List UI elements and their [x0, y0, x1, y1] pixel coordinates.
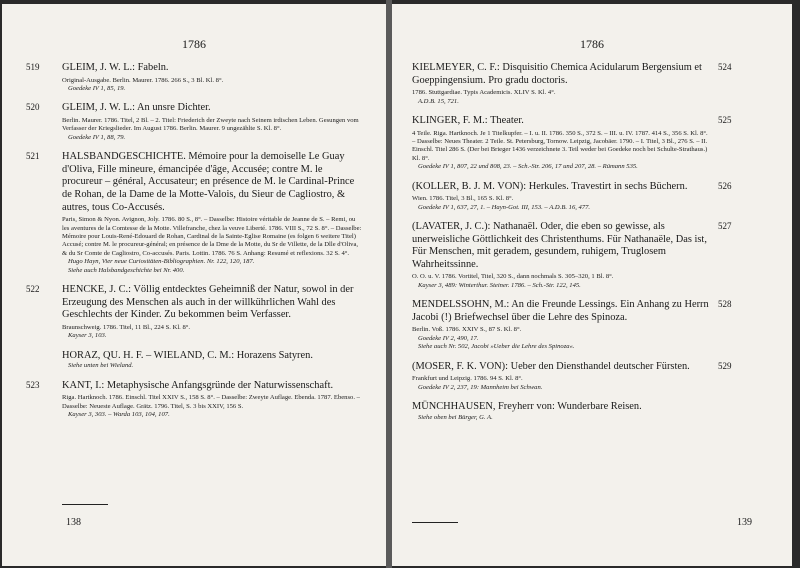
entry-number: 523 [26, 379, 40, 390]
running-year: 1786 [580, 37, 604, 51]
catalog-entry [412, 221, 732, 290]
catalog-entry [26, 284, 362, 341]
entry-heading: HENCKE, J. C.: Völlig entdecktes Geheimniß der Natur, sowol in der Erzeugung des Menschen als auch in der willkührlichen Wahl des Geschlechts der Kinder. Zu bekommen beim Verfasser. [62, 284, 354, 321]
catalog-entry [26, 151, 362, 275]
catalog-entry [62, 350, 362, 371]
entry-number: 527 [718, 221, 732, 232]
catalog-entry [412, 401, 712, 422]
entry-heading: HORAZ, QU. H. F. – WIELAND, C. M.: Horazens Satyren. [62, 349, 313, 361]
entry-reference: Kayser 3, 303. – Warda 103, 104, 107. [68, 411, 170, 419]
entry-number: 528 [718, 299, 732, 310]
entry-heading: KLINGER, F. M.: Theater. [412, 115, 524, 126]
entry-reference: Siehe oben bei Bürger, G. A. [418, 413, 493, 421]
entry-imprint: O. O. u. V. 1786. Vortitel, Titel, 320 S., dann nochmals S. 305–320, 1 Bl. 8°. [412, 273, 614, 281]
entry-heading: (KOLLER, B. J. M. VON): Herkules. Travestirt in sechs Büchern. [412, 180, 688, 192]
footer-rule [62, 504, 108, 505]
catalog-entry [412, 180, 732, 212]
catalog-entry [412, 299, 732, 351]
catalog-entry [412, 62, 732, 106]
entry-number: 529 [718, 360, 732, 371]
entry-imprint: Berlin. Maurer. 1786. Titel, 2 Bl. – 2. Titel: Friederich der Zweyte nach Seinem irdischen Leben. Gesungen vom Verfasser der Kriegslieder. Im August 1786. Berlin. Maurer. 9 ungezählte S. Kl. 8°. [62, 117, 359, 133]
entry-heading: (MOSER, F. K. VON): Ueber den Diensthandel deutscher Fürsten. [412, 360, 690, 372]
entry-reference: Goedeke IV 2, 490, 17. [418, 334, 479, 342]
entry-reference: Goedeke IV 1, 88, 79. [68, 133, 126, 141]
entry-reference: Hugo Hayn, Vier neue Curiositäten-Bibliographien. Nr. 122, 120, 187. [68, 258, 255, 266]
entry-number: 521 [26, 151, 40, 162]
entry-number: 524 [718, 62, 732, 72]
footer-rule [412, 522, 458, 523]
entry-heading: MÜNCHHAUSEN, Freyherr von: Wunderbare Reisen. [412, 401, 642, 413]
catalog-entry [412, 360, 732, 392]
entry-heading: KIELMEYER, C. F.: Disquisitio Chemica Acidularum Bergensium et Goeppingensium. Pro gradu doctoris. [412, 62, 702, 86]
entry-imprint: Braunschweig. 1786. Titel, 11 Bl., 224 S. Kl. 8°. [62, 323, 191, 331]
entry-number: 522 [26, 284, 40, 295]
entry-reference: Goedeke IV 1, 637, 27, 1. – Hayn-Got. III, 153. – A.D.B. 16, 477. [418, 203, 591, 211]
entry-list [412, 62, 732, 431]
entry-imprint: Riga. Hartknoch. 1786. Einschl. Titel XXIV S., 158 S. 8°. – Dasselbe: Zweyte Auflage. Ebenda. 1787. Ebenso. – Dasselbe: Neueste Auflage. Grätz. 1796. Titel, S. 3 bis XXIV, 156 S. [62, 394, 360, 410]
running-year: 1786 [182, 37, 206, 51]
entry-heading: GLEIM, J. W. L.: An unsre Dichter. [62, 102, 211, 114]
catalog-entry [412, 115, 732, 172]
entry-imprint: Paris, Simon & Nyon. Avignon, Joly. 1786. 80 S., 8°. – Dasselbe: Histoire véritable de Jeanne de S. – Remi, ou les aventures de la Comtesse de la Motte. Villefranche, chez la veuve Liberté. 1786. VIII S., 72 S. 8°. – Dasselbe: Mémoire pour Louis-René-Edouard de Rohan, Cardinal de la Sainte-Eglise Romaine (es folgen 6 weitere Titel) Accusé; contre M. le procureur-général; en présence de la Dme de la Motte, du Sr de Villette, de la Dlle d'Oliva, & du Sr Comte de Cagliostro, Co-accusés. Paris. Lottin. 1786. 76 S. Anhang: Resumé et reflexions. 32 S. 4°. [62, 216, 362, 257]
entry-reference: Siehe unten bei Wieland. [68, 362, 134, 370]
entry-list [26, 62, 362, 428]
entry-number: 525 [718, 115, 732, 125]
page-number: 139 [737, 517, 752, 528]
entry-reference: Goedeke IV 2, 237, 19: Mannheim bei Schwan. [418, 383, 543, 391]
catalog-entry [26, 102, 362, 142]
entry-imprint: Berlin. Voß. 1786. XXIV S., 87 S. Kl. 8°. [412, 326, 522, 334]
catalog-entry [26, 62, 362, 93]
page-number: 138 [66, 517, 81, 528]
entry-imprint: Frankfurt und Leipzig. 1786. 94 S. Kl. 8°. [412, 375, 523, 383]
entry-reference: Kayser 3, 489: Winterthur. Steiner. 1786. – Sch.-Str. 122, 145. [418, 281, 581, 289]
entry-reference: Goedeke IV 1, 85, 19. [68, 85, 126, 92]
left-page [2, 4, 386, 566]
entry-reference: Goedeke IV 1, 807, 22 und 808, 23. – Sch.-Str. 206, 17 und 207, 28. – Rümann 535. [418, 163, 638, 171]
right-page [392, 4, 792, 566]
entry-heading: (LAVATER, J. C.): Nathanaël. Oder, die eben so gewisse, als unerweisliche Göttlichkeit des Christenthums. Für Nathanaële, Das ist, Für Menschen, mit geradem, gesundem, ruhigem, Truglosem Wahrheitssinne. [412, 221, 707, 270]
entry-heading: MENDELSSOHN, M.: An die Freunde Lessings. Ein Anhang zu Herrn Jacobi (!) Briefwechsel über die Lehre des Spinoza. [412, 299, 709, 323]
entry-number: 526 [718, 180, 732, 191]
entry-number: 519 [26, 62, 40, 72]
entry-number: 520 [26, 102, 40, 113]
entry-reference: A.D.B. 15, 721. [418, 97, 459, 105]
catalog-entry [26, 379, 362, 420]
entry-imprint: Wien. 1786. Titel, 3 Bl., 165 S. Kl. 8°. [412, 195, 514, 203]
entry-heading: KANT, I.: Metaphysische Anfangsgründe der Naturwissenschaft. [62, 379, 334, 391]
entry-imprint: Original-Ausgabe. Berlin. Maurer. 1786. 266 S., 3 Bl. Kl. 8°. [62, 76, 224, 84]
entry-reference: Kayser 3, 103. [68, 332, 107, 340]
entry-reference: Siehe auch Halsbandgeschichte bei Nr. 400. [68, 266, 185, 274]
entry-imprint: 4 Teile. Riga. Hartknoch. Je 1 Titelkupfer. – I. u. II. 1786. 350 S., 372 S. – III. u. IV. 1787. 414 S., 356 S. Kl. 8°. – Dasselbe: Neues Theater. 2 Teile. St. Petersburg, Tornow. Leipzig, Jacobäer. 1790. – I. Titel, 3 Bl., 276 S. – II. Einschl. Titel 286 S. (Der bei Brieger 1436 verzeichnete 3. Teil weder bei Goedeke noch bei Schulte-Strathaus.) Kl. 8°. [412, 129, 708, 162]
entry-reference: Siehe auch Nr. 502, Jacobi »Ueber die Lehre des Spinoza«. [418, 343, 575, 351]
entry-imprint: 1786. Stuttgardiae. Typis Academicis. XLIV S. Kl. 4°. [412, 89, 556, 97]
entry-heading: HALSBANDGESCHICHTE. Mémoire pour la demoiselle Le Guay d'Oliva, Fille mineure, émancipée d'âge, Accusée; contre M. le procureur – général, Accusateur; en présence de M. le Cardinal-Prince de Rohan, de la Dame de la Motte-Valois, du Sieur de Cagliostro, & autres, tous Co-Accusés. [62, 151, 355, 213]
entry-heading: GLEIM, J. W. L.: Fabeln. [62, 62, 169, 73]
